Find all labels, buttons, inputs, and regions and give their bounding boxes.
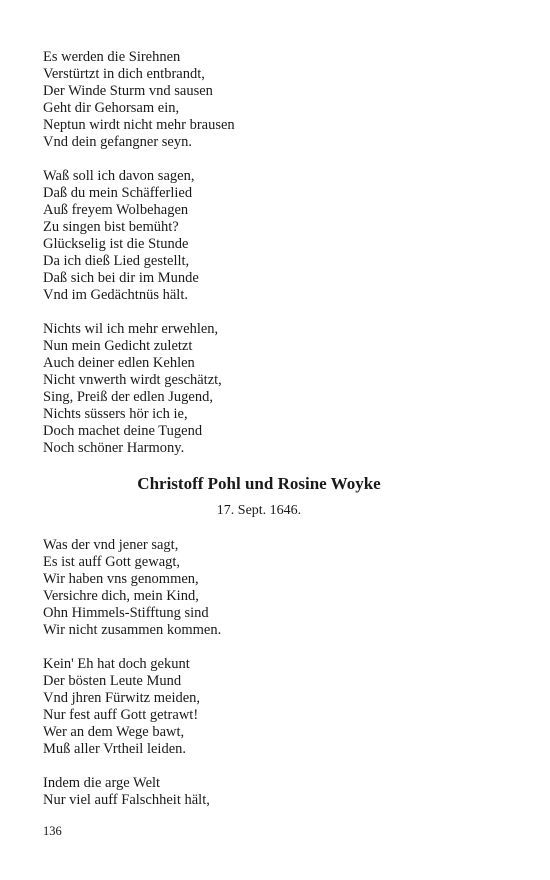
verse-line: Nicht vnwerth wirdt geschätzt, [43, 372, 222, 388]
verse-line: Ohn Himmels-Stifftung sind [43, 605, 209, 621]
verse-line: Waß soll ich davon sagen, [43, 168, 195, 184]
verse-line: Da ich dieß Lied gestellt, [43, 253, 190, 269]
verse-line: Doch machet deine Tugend [43, 423, 203, 439]
verse-line: Versichre dich, mein Kind, [43, 588, 199, 604]
verse-line: Wir nicht zusammen kommen. [43, 622, 222, 638]
stanza-2 [43, 168, 473, 304]
verse-line: Nichts süssers hör ich ie, [43, 406, 188, 422]
verse-line: Was der vnd jener sagt, [43, 537, 179, 553]
verse-line: Auch deiner edlen Kehlen [43, 355, 195, 371]
verse-line: Glückselig ist die Stunde [43, 236, 189, 252]
stanza-4 [43, 537, 473, 639]
verse-line: Auß freyem Wolbehagen [43, 202, 189, 218]
stanza-1 [43, 49, 473, 151]
poem-date: 17. Sept. 1646. [216, 503, 302, 518]
verse-line: Wir haben vns genommen, [43, 571, 199, 587]
verse-line: Sing, Preiß der edlen Jugend, [43, 389, 213, 405]
verse-line: Verstürtzt in dich entbrandt, [43, 66, 205, 82]
verse-line: Nur viel auff Falschheit hält, [43, 792, 210, 808]
verse-line: Nur fest auff Gott getrawt! [43, 707, 199, 723]
stanza-6 [43, 775, 473, 809]
verse-line: Vnd im Gedächtnüs hält. [43, 287, 188, 303]
verse-line: Noch schöner Harmony. [43, 440, 185, 456]
verse-line: Zu singen bist bemüht? [43, 219, 179, 235]
verse-line: Indem die arge Welt [43, 775, 161, 791]
page-number: 136 [43, 824, 62, 838]
verse-line: Kein' Eh hat doch gekunt [43, 656, 190, 672]
verse-line: Nichts wil ich mehr erwehlen, [43, 321, 219, 337]
verse-line: Daß sich bei dir im Munde [43, 270, 199, 286]
verse-line: Geht dir Gehorsam ein, [43, 100, 180, 116]
verse-line: Daß du mein Schäfferlied [43, 185, 193, 201]
stanza-3 [43, 321, 473, 457]
verse-line: Nun mein Gedicht zuletzt [43, 338, 193, 354]
stanza-5 [43, 656, 473, 758]
verse-line: Wer an dem Wege bawt, [43, 724, 185, 740]
verse-line: Neptun wirdt nicht mehr brausen [43, 117, 235, 133]
verse-line: Es werden die Sirehnen [43, 49, 181, 65]
poem-title: Christoff Pohl und Rosine Woyke [137, 474, 381, 493]
verse-line: Der Winde Sturm vnd sausen [43, 83, 213, 99]
verse-line: Der bösten Leute Mund [43, 673, 182, 689]
page-text [43, 49, 473, 826]
verse-line: Vnd dein gefangner seyn. [43, 134, 192, 150]
verse-line: Muß aller Vrtheil leiden. [43, 741, 187, 757]
verse-line: Vnd jhren Fürwitz meiden, [43, 690, 201, 706]
verse-line: Es ist auff Gott gewagt, [43, 554, 181, 570]
